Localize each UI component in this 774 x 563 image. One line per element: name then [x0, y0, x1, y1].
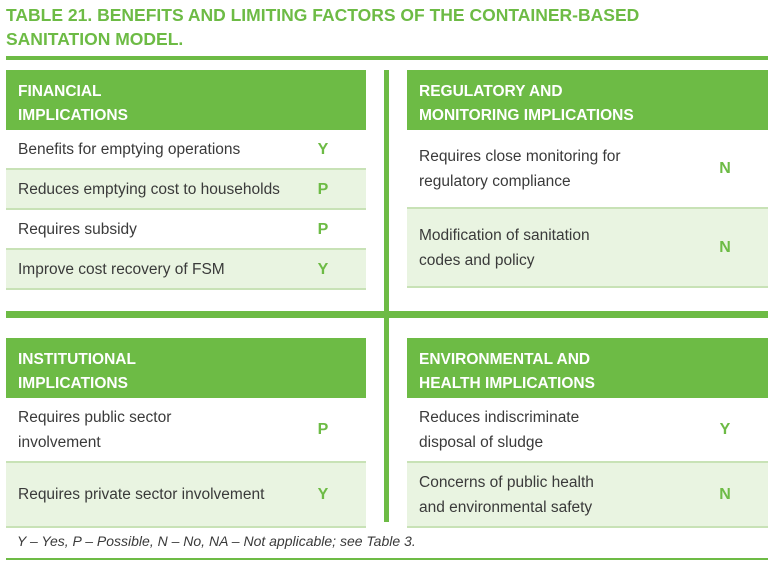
- financial-heading-line2: IMPLICATIONS: [18, 107, 128, 124]
- table-row: [6, 463, 366, 528]
- institutional-heading: [6, 338, 366, 398]
- table-row: [6, 250, 366, 290]
- row-value: Y: [317, 486, 329, 503]
- row-label: [407, 470, 594, 520]
- row-label-line1: Requires close monitoring for: [419, 147, 621, 165]
- row-label-line2: codes and policy: [419, 251, 535, 269]
- row-label: [407, 223, 590, 273]
- row-value: P: [317, 220, 329, 238]
- bottom-divider: [6, 558, 768, 560]
- environmental-heading-line2: HEALTH IMPLICATIONS: [419, 375, 595, 392]
- institutional-heading-line2: IMPLICATIONS: [18, 375, 128, 392]
- environmental-heading: [407, 338, 768, 398]
- environmental-heading-line1: ENVIRONMENTAL AND: [419, 351, 591, 368]
- table-row: [6, 210, 366, 250]
- table-title-line2: SANITATION MODEL.: [6, 29, 184, 49]
- horizontal-divider: [6, 311, 768, 318]
- table-title-line1: TABLE 21. BENEFITS AND LIMITING FACTORS OF THE CONTAINER-BASED: [6, 5, 640, 25]
- row-value: P: [317, 180, 329, 198]
- row-label: [407, 144, 621, 194]
- top-divider: [6, 56, 768, 60]
- footnote: Y – Yes, P – Possible, N – No, NA – Not applicable; see Table 3.: [17, 533, 416, 549]
- row-label-line2: disposal of sludge: [419, 433, 544, 451]
- financial-section: [6, 70, 366, 290]
- environmental-section: [407, 338, 768, 528]
- row-label: [6, 405, 171, 455]
- institutional-heading-line1: INSTITUTIONAL: [18, 351, 136, 368]
- row-label-line2: involvement: [18, 433, 101, 451]
- row-value: Y: [719, 421, 731, 438]
- row-label: Improve cost recovery of FSM: [18, 260, 225, 278]
- row-value: P: [317, 421, 329, 438]
- institutional-section: [6, 338, 366, 528]
- row-label-line2: regulatory compliance: [419, 172, 571, 190]
- row-label-line1: Concerns of public health: [419, 473, 594, 491]
- table-row: [6, 130, 366, 170]
- row-value: Y: [317, 140, 329, 158]
- row-label: [407, 405, 579, 455]
- table-row: [407, 463, 768, 528]
- regulatory-section: [407, 70, 768, 288]
- row-label-line1: Reduces indiscriminate: [419, 408, 580, 426]
- table-row: [6, 170, 366, 210]
- row-label: Reduces emptying cost to households: [18, 180, 280, 198]
- row-value: Y: [317, 260, 329, 278]
- row-label-line1: Modification of sanitation: [419, 226, 590, 244]
- row-label-line1: Requires public sector: [18, 408, 172, 426]
- vertical-divider: [384, 70, 389, 522]
- table-title: [6, 3, 706, 51]
- financial-heading: [6, 70, 366, 130]
- row-label: Requires private sector involvement: [18, 486, 265, 503]
- row-label: Requires subsidy: [18, 220, 137, 238]
- regulatory-heading-line1: REGULATORY AND: [419, 83, 563, 100]
- row-value: N: [719, 160, 731, 177]
- row-value: N: [719, 486, 731, 503]
- regulatory-heading-line2: MONITORING IMPLICATIONS: [419, 107, 634, 124]
- row-label-line2: and environmental safety: [419, 498, 593, 516]
- row-label: Benefits for emptying operations: [18, 140, 241, 158]
- table-row: [407, 398, 768, 463]
- row-value: N: [719, 239, 731, 256]
- financial-heading-line1: FINANCIAL: [18, 83, 102, 100]
- table-row: [407, 209, 768, 288]
- table-row: [407, 130, 768, 209]
- regulatory-heading: [407, 70, 768, 130]
- table-row: [6, 398, 366, 463]
